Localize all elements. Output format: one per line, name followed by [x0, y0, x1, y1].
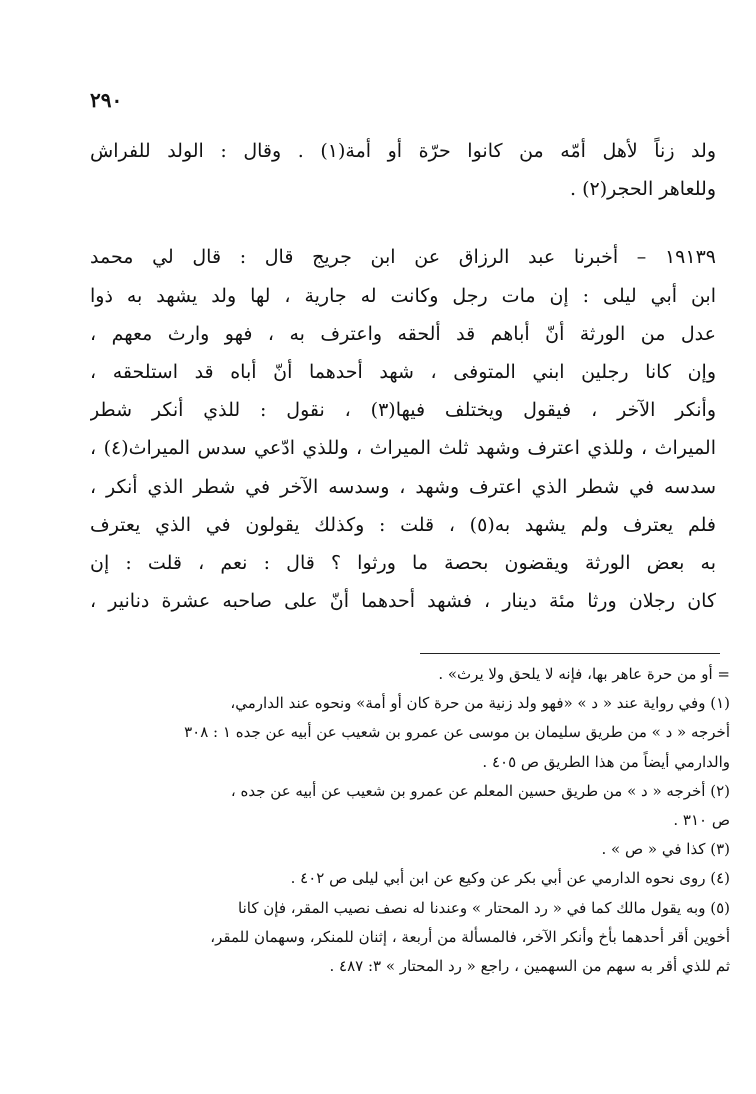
text-line: ولد زناً لأهل أمّه من كانوا حرّة أو أمة(١) . وقال : الولد للفراش — [90, 140, 716, 162]
text-line: سدسه في شطر الذي اعترف وشهد ، وسدسه الآخر في شطر الذي أنكر ، — [90, 475, 716, 498]
footnote-line: = أو من حرة عاهر بها، فإنه لا يلحق ولا يرث» . — [438, 665, 730, 683]
page-number: ٢٩٠ — [90, 88, 123, 112]
text-line: الميراث ، وللذي اعترف وشهد ثلث الميراث ، وللذي ادّعي سدس الميراث(٤) ، — [90, 437, 716, 460]
footnote-line: أخوين أقر أحدهما بأخ وأنكر الآخر، فالمسألة من أربعة ، إثنان للمنكر، وسهمان للمقر، — [210, 927, 730, 946]
paragraph-gap — [90, 208, 716, 238]
footnote-line: (٣) كذا في « ص » . — [601, 840, 730, 859]
main-text — [90, 132, 716, 620]
footnote-line: (٥) وبه يقول مالك كما في « رد المحتار » وعندنا له نصف نصيب المقر، فإن كانا — [238, 898, 730, 917]
text-line: وإن كانا رجلين ابني المتوفى ، شهد أحدهما أنّ أباه قد استلحقه ، — [90, 360, 716, 383]
footnote-line: ثم للذي أقر به سهم من السهمين ، راجع « رد المحتار » ٣: ٤٨٧ . — [329, 956, 730, 975]
text-line: ابن أبي ليلى : إن مات رجل وكانت له جارية ، لها ولد يشهد به ذوا — [90, 284, 716, 307]
footnote-line: (٤) روى نحوه الدارمي عن أبي بكر عن وكيع عن ابن أبي ليلى ص ٤٠٢ . — [290, 869, 730, 888]
footnote-line: ص ٣١٠ . — [673, 810, 730, 829]
text-line: ١٩١٣٩ – أخبرنا عبد الرزاق عن ابن جريج قال : قال لي محمد — [90, 246, 716, 269]
text-line: عدل من الورثة أنّ أباهم قد ألحقه واعترف به ، فهو وارث معهم ، — [90, 322, 716, 345]
text-line: كان رجلان ورثا مئة دينار ، فشهد أحدهما أنّ على صاحبه عشرة دنانير ، — [90, 590, 716, 613]
footnote-line: (١) وفي رواية عند « د » «فهو ولد زنية من حرة كان أو أمة» ونحوه عند الدارمي، — [230, 694, 730, 713]
text-line: وأنكر الآخر ، فيقول ويختلف فيها(٣) ، نقول : للذي أنكر شطر — [90, 399, 716, 422]
footnote-line: أخرجه « د » من طريق سليمان بن موسى عن عمرو بن شعيب عن أبيه عن جده ١ : ٣٠٨ — [184, 723, 730, 742]
footnote-divider — [420, 653, 720, 654]
text-line: وللعاهر الحجر(٢) . — [570, 178, 716, 201]
footnote-line: (٢) أخرجه « د » من طريق حسين المعلم عن عمرو بن شعيب عن أبيه عن جده ، — [230, 781, 730, 800]
text-line: فلم يعترف ولم يشهد به(٥) ، قلت : وكذلك يقولون في الذي يعترف — [90, 513, 716, 536]
footnotes — [60, 660, 730, 981]
footnote-line: والدارمي أيضاً من هذا الطريق ص ٤٠٥ . — [482, 752, 730, 771]
text-line: به بعض الورثة ويقضون بحصة ما ورثوا ؟ قال : نعم ، قلت : إن — [90, 551, 716, 574]
